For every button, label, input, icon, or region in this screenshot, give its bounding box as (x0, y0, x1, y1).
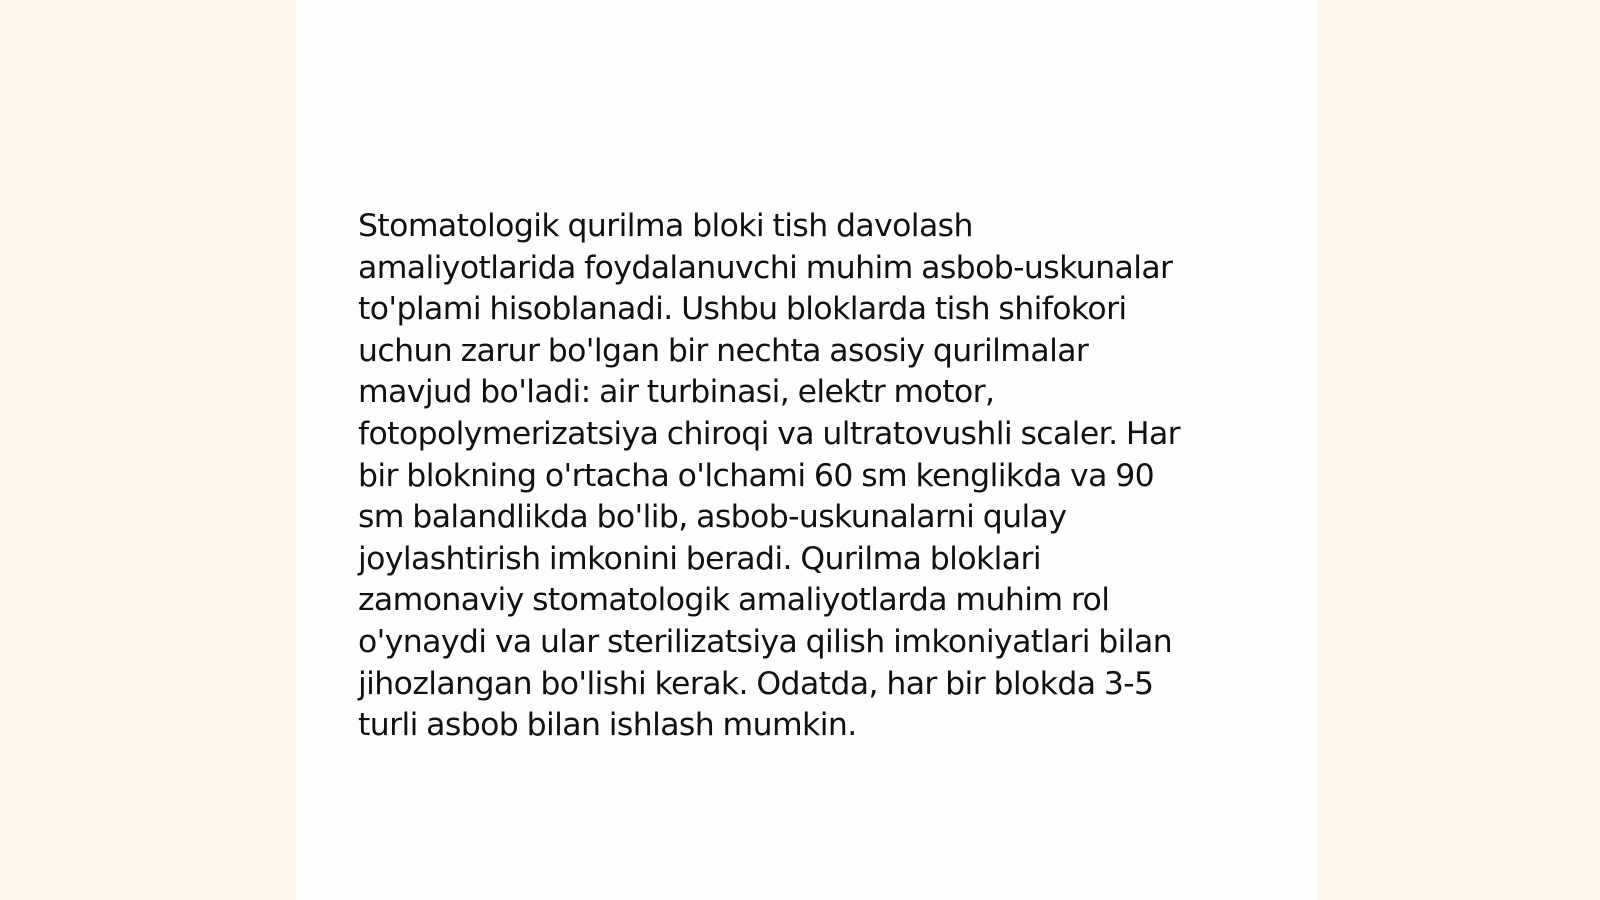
paragraph-line: jihozlangan bo'lishi kerak. Odatda, har bir blokda 3-5 (358, 665, 1154, 702)
body-paragraph (358, 206, 1258, 747)
paragraph-line: joylashtirish imkonini beradi. Qurilma bloklari (358, 540, 1041, 577)
paragraph-line: Stomatologik qurilma bloki tish davolash (358, 208, 973, 244)
paragraph-line: o'ynaydi va ular sterilizatsiya qilish imkoniyatlari bilan (358, 623, 1173, 660)
paragraph-line: fotopolymerizatsiya chiroqi va ultratovushli scaler. Har (358, 415, 1181, 452)
left-margin (0, 0, 296, 900)
paragraph-line: bir blokning o'rtacha o'lchami 60 sm kenglikda va 90 (358, 457, 1155, 494)
paragraph-line: to'plami hisoblanadi. Ushbu bloklarda tish shifokori (358, 291, 1127, 328)
paragraph-line: sm balandlikda bo'lib, asbob-uskunalarni qulay (358, 499, 1067, 536)
right-margin (1318, 0, 1600, 900)
paragraph-line: mavjud bo'ladi: air turbinasi, elektr motor, (358, 374, 995, 411)
paragraph-line: uchun zarur bo'lgan bir nechta asosiy qurilmalar (358, 332, 1089, 369)
document-page (296, 0, 1318, 900)
paragraph-line: amaliyotlarida foydalanuvchi muhim asbob-uskunalar (358, 249, 1173, 286)
paragraph-line: turli asbob bilan ishlash mumkin. (358, 707, 857, 744)
paragraph-line: zamonaviy stomatologik amaliyotlarda muhim rol (358, 582, 1110, 619)
